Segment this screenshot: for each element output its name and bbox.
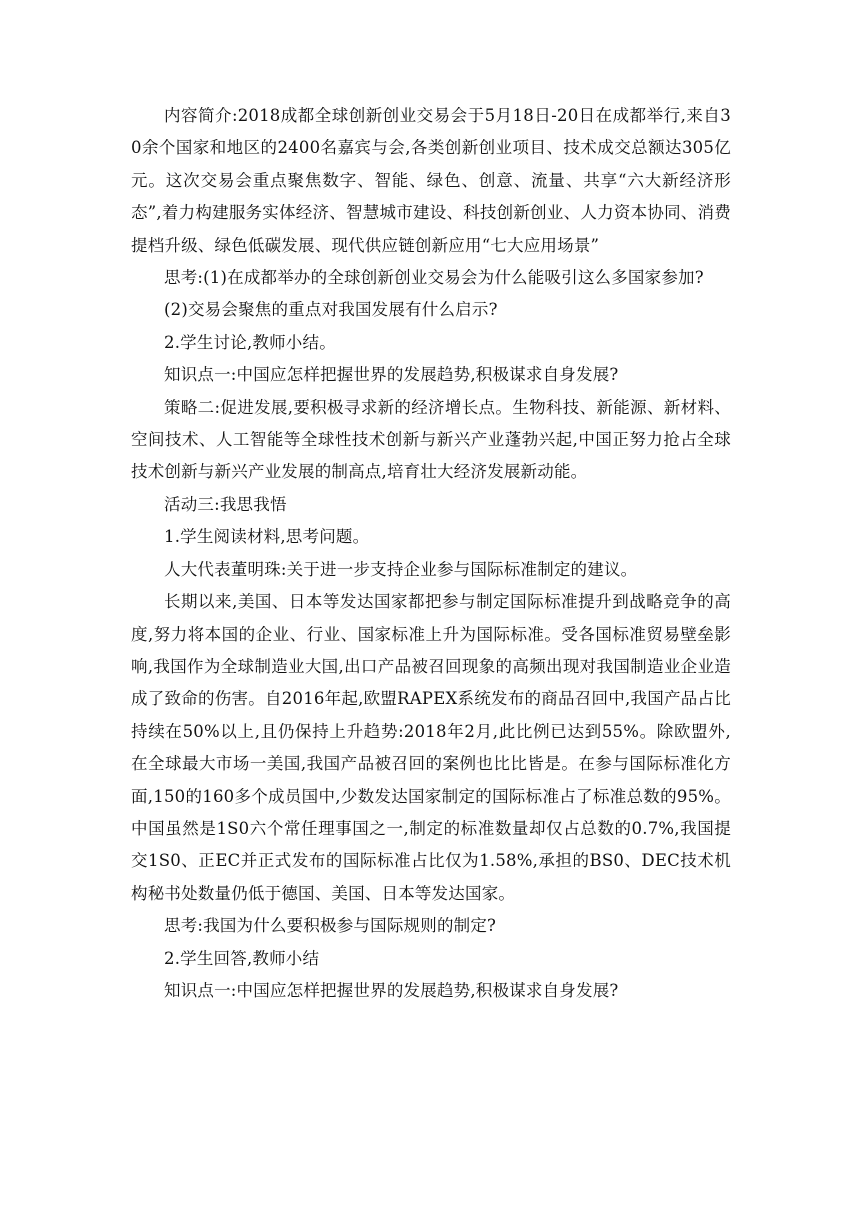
question-2: (2)交易会聚焦的重点对我国发展有什么启示?: [164, 300, 498, 320]
thinking-question: 思考:我国为什么要积极参与国际规则的制定?: [164, 916, 497, 936]
document-body: [131, 100, 731, 1007]
material-body: 长期以来,美国、日本等发达国家都把参与制定国际标准提升到战略竞争的高度,努力将本国的企业、行业、国家标准上升为国际标准。受各国标准贸易壁垒影响,我国作为全球制造业大国,出口产品被召回现象的高频出现对我国制造业企业造成了致命的伤害。自2016年起,欧盟RAPEX系统发布的商品召回中,我国产品占比持续在50%以上,且仍保持上升趋势:2018年2月,此比例已达到55%。除欧盟外,在全球最大市场一美国,我国产品被召回的案例也比比皆是。在参与国际标准化方面,150的160多个成员国中,少数发达国家制定的国际标准占了标准总数的95%。中国虽然是1S0六个常任理事国之一,制定的标准数量却仅占总数的0.7%,我国提交1S0、正EC并正式发布的国际标准占比仅为1.58%,承担的BS0、DEC技术机构秘书处数量仍低于德国、美国、日本等发达国家。: [131, 592, 731, 903]
activity-three-heading: 活动三:我思我悟: [164, 494, 287, 514]
strategy-two-paragraph: 策略二:促进发展,要积极寻求新的经济增长点。生物科技、新能源、新材料、空间技术、人工智能等全球性技术创新与新兴产业蓬勃兴起,中国正努力抢占全球技术创新与新兴产业发展的制高点,培育壮大经济发展新动能。: [131, 397, 731, 482]
intro-paragraph: 内容简介:2018成都全球创新创业交易会于5月18日-20日在成都举行,来自30余个国家和地区的2400名嘉宾与会,各类创新创业项目、技术成交总额达305亿元。这次交易会重点聚焦数字、智能、绿色、创意、流量、共享“六大新经济形态”,着力构建服务实体经济、智慧城市建设、科技创新创业、人力资本协同、消费提档升级、绿色低碳发展、现代供应链创新应用“七大应用场景”: [131, 106, 731, 255]
knowledge-point-heading: 知识点一:中国应怎样把握世界的发展趋势,积极谋求自身发展?: [164, 365, 619, 385]
question-1: 思考:(1)在成都举办的全球创新创业交易会为什么能吸引这么多国家参加?: [164, 268, 704, 288]
material-title: 人大代表董明珠:关于进一步支持企业参与国际标准制定的建议。: [164, 559, 638, 579]
answer-step: 2.学生回答,教师小结: [164, 948, 320, 968]
discussion-step: 2.学生讨论,教师小结。: [164, 332, 336, 352]
knowledge-point-heading-repeat: 知识点一:中国应怎样把握世界的发展趋势,积极谋求自身发展?: [164, 980, 619, 1000]
reading-step: 1.学生阅读材料,思考问题。: [164, 527, 370, 547]
